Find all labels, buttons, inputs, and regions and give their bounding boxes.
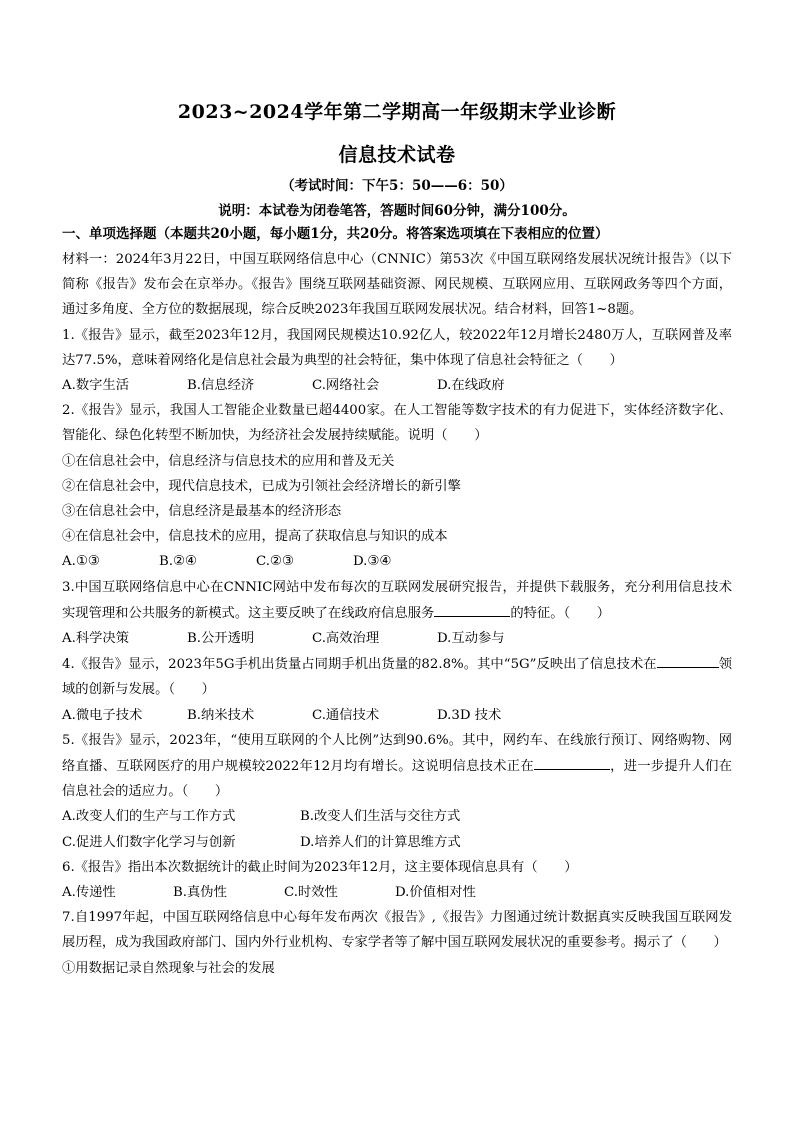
q4-option-d: D.3D 技术 — [437, 707, 502, 723]
q4-option-b: B.纳米技术 — [187, 707, 255, 723]
q3-option-a: A.科学决策 — [62, 631, 130, 647]
q1-option-d: D.在线政府 — [437, 378, 505, 394]
question-3-options — [62, 626, 732, 651]
q2-item-2: ②在信息社会中，现代信息技术，已成为引领社会经济增长的新引擎 — [62, 478, 461, 494]
q3-option-c: C.高效治理 — [312, 631, 380, 647]
q3-option-b: B.公开透明 — [187, 631, 255, 647]
q5-option-a: A.改变人们的生产与工作方式 — [62, 809, 236, 825]
exam-time: （考试时间：下午5：50——6：50） — [281, 178, 513, 194]
q1-option-c: C.网络社会 — [312, 378, 380, 394]
section-heading: 一、单项选择题（本题共20小题，每小题1分，共20分。将答案选项填在下表相应的位置） — [62, 226, 609, 242]
q2-item-4: ④在信息社会中，信息技术的应用，提高了获取信息与知识的成本 — [62, 529, 448, 545]
q6-option-b: B.真伪性 — [173, 885, 227, 901]
q3-option-d: D.互动参与 — [437, 631, 505, 647]
q5-stem-end: ，进一步提升人们在信息社会的适应力。（ ） — [62, 759, 732, 800]
q6-option-a: A.传递性 — [62, 885, 116, 901]
q2-item-3: ③在信息社会中，信息经济是最基本的经济形态 — [62, 504, 342, 520]
q1-option-b: B.信息经济 — [187, 378, 255, 394]
q4-answer-blank — [657, 651, 719, 668]
question-5-options-row-1 — [62, 804, 732, 829]
material-paragraph: 材料一：2024年3月22日，中国互联网络信息中心（CNNIC）第53次《中国互联网络发展状况统计报告》（以下简称《报告》发布会在京举办。《报告》围绕互联网基础资源、网民规模、互联网应用、互联网政务等四个方面，通过多角度、全方位的数据展现，综合反映2023年我国互联网发展状况。结合材料，回答1~8题。 — [62, 252, 732, 318]
question-2-options — [62, 549, 732, 574]
question-1-stem: 1.《报告》显示，截至2023年12月，我国网民规模达10.92亿人，较2022年12月增长2480万人，互联网普及率达77.5%，意味着网络化是信息社会最为典型的社会特征，集中体现了信息社会特征之（ ） — [62, 327, 732, 368]
question-5-options-row-2 — [62, 830, 732, 855]
q4-option-c: C.通信技术 — [312, 707, 380, 723]
q5-answer-blank — [534, 753, 610, 770]
q6-option-c: C.时效性 — [284, 885, 338, 901]
question-4-stem — [62, 651, 732, 702]
question-4-options — [62, 703, 732, 728]
exam-instructions: 说明：本试卷为闭卷笔答，答题时间60分钟，满分100分。 — [218, 203, 576, 219]
q2-option-c: C.②③ — [256, 554, 294, 570]
q1-option-a: A.数字生活 — [62, 378, 130, 394]
question-5-stem — [62, 728, 732, 805]
q2-option-a: A.①③ — [62, 554, 100, 570]
q2-option-b: B.②④ — [159, 554, 197, 570]
question-body — [62, 247, 732, 981]
q3-stem-end: 的特征。（ ） — [510, 605, 611, 621]
q2-item-1: ①在信息社会中，信息经济与信息技术的应用和普及无关 — [62, 453, 395, 469]
question-7-stem: 7.自1997年起，中国互联网络信息中心每年发布两次《报告》,《报告》力图通过统计数据真实反映我国互联网发展历程，成为我国政府部门、国内外行业机构、专家学者等了解中国互联网发展状况的重要参考。揭示了（ ） — [62, 910, 732, 951]
q4-option-a: A.微电子技术 — [62, 707, 143, 723]
q5-option-c: C.促进人们数字化学习与创新 — [62, 834, 236, 850]
q5-option-d: D.培养人们的计算思维方式 — [300, 834, 461, 850]
q4-stem-start: 4.《报告》显示，2023年5G手机出货量占同期手机出货量的82.8%。其中“5G”反映出了信息技术在 — [62, 657, 657, 673]
question-6-stem: 6.《报告》指出本次数据统计的截止时间为2023年12月，这主要体现信息具有（ ） — [62, 859, 578, 875]
q7-item-1: ①用数据记录自然现象与社会的发展 — [62, 960, 275, 976]
q5-stem-start: 5.《报告》显示，2023年，“使用互联网的个人比例”达到90.6%。其中，网约车、在线旅行预订、网络购物、网络直播、互联网医疗的用户规模较2022年12月均有增长。这说明信息技术正在 — [62, 732, 732, 775]
exam-title: 2023~2024学年第二学期高一年级期末学业诊断 — [177, 101, 617, 123]
q5-option-b: B.改变人们生活与交往方式 — [300, 809, 461, 825]
question-6-options — [62, 880, 732, 905]
question-1-options — [62, 373, 732, 398]
q2-option-d: D.③④ — [353, 554, 392, 570]
question-2-stem: 2.《报告》显示，我国人工智能企业数量已超4400家。在人工智能等数字技术的有力促进下，实体经济数字化、智能化、绿色化转型不断加快，为经济社会发展持续赋能。说明（ ） — [62, 403, 732, 444]
q3-answer-blank — [434, 600, 510, 617]
q6-option-d: D.价值相对性 — [395, 885, 476, 901]
exam-subtitle: 信息技术试卷 — [338, 144, 456, 166]
q3-stem-start: 3.中国互联网络信息中心在CNNIC网站中发布每次的互联网发展研究报告，并提供下载服务，充分利用信息技术实现管理和公共服务的新模式。这主要反映了在线政府信息服务 — [62, 579, 732, 621]
question-3-stem — [62, 575, 732, 626]
q4-stem-end: 领域的创新与发展。（ ） — [62, 657, 733, 698]
